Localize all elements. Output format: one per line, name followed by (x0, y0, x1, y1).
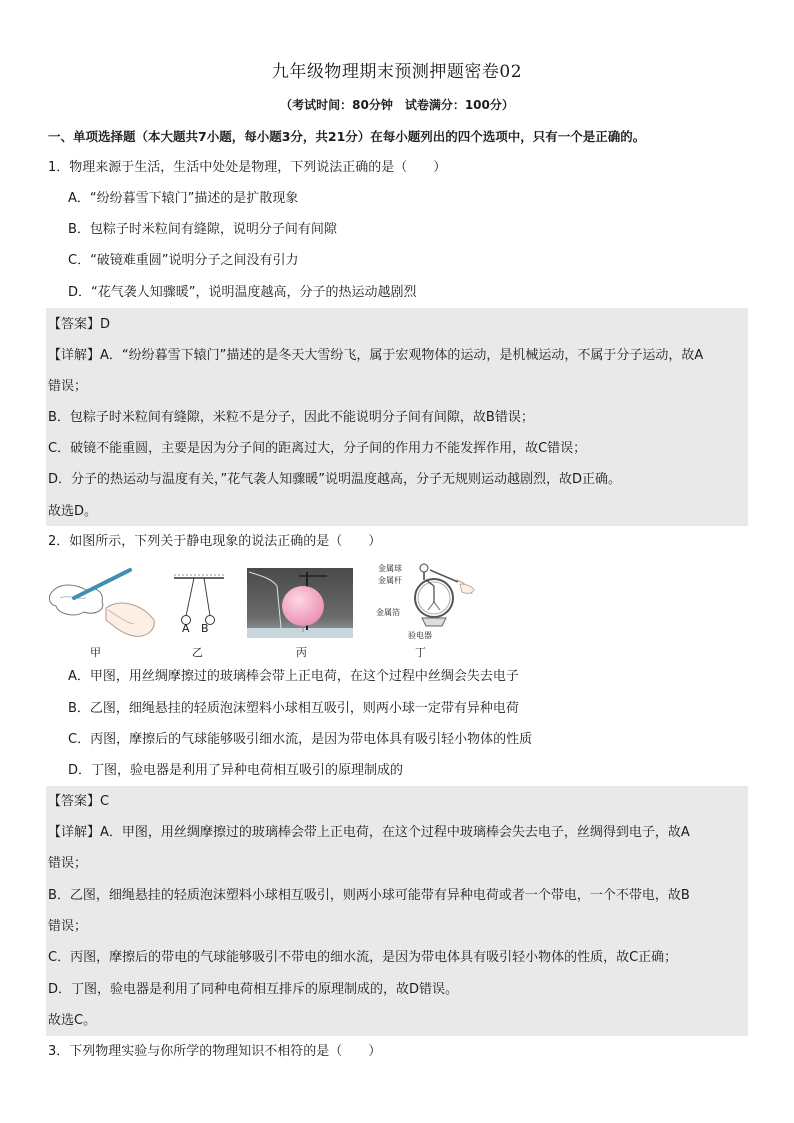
q2-explain-line: 【详解】A．甲图，用丝绸摩擦过的玻璃棒会带上正电荷，在这个过程中玻璃棒会失去电子，丝绸得到电子，故A (48, 825, 690, 840)
question-1-stem: 1．物理来源于生活，生活中处处是物理，下列说法正确的是（ ） (48, 160, 447, 175)
figure-caption-yi: 乙 (192, 646, 203, 659)
q1-explain-line: C．破镜不能重圆，主要是因为分子间的距离过大，分子间的作用力不能发挥作用，故C错误； (48, 441, 587, 456)
q2-option-a: A．甲图，用丝绸摩擦过的玻璃棒会带上正电荷，在这个过程中丝绸会失去电子 (68, 669, 519, 684)
section-heading: 一、单项选择题（本大题共7小题，每小题3分，共21分）在每小题列出的四个选项中，只有一个是正确的。 (48, 129, 646, 144)
q2-option-c: C．丙图，摩擦后的气球能够吸引细水流，是因为带电体具有吸引轻小物体的性质 (68, 732, 533, 747)
q2-explain-line: 故选C。 (48, 1013, 97, 1028)
ball-b-label: B (201, 622, 209, 635)
q1-option-c: C．“破镜难重圆”说明分子之间没有引力 (68, 253, 299, 268)
q1-option-b: B．包粽子时米粒间有缝隙，说明分子间有间隙 (68, 222, 337, 237)
figure-ding-electroscope (396, 562, 476, 634)
q2-explain-line: B．乙图，细绳悬挂的轻质泡沫塑料小球相互吸引，则两小球可能带有异种电荷或者一个带电，一个不带电，故B (48, 888, 690, 903)
figure-jia-rubbing (46, 564, 158, 640)
q2-option-b: B．乙图，细绳悬挂的轻质泡沫塑料小球相互吸引，则两小球一定带有异种电荷 (68, 701, 519, 716)
q1-explain-line: D．分子的热运动与温度有关，”花气袭人知骤暖”说明温度越高，分子无规则运动越剧烈，故D正确。 (48, 472, 621, 487)
q2-option-d: D．丁图，验电器是利用了异种电荷相互吸引的原理制成的 (68, 763, 404, 778)
q1-explain-line: 故选D。 (48, 504, 98, 519)
q2-answer: 【答案】C (48, 794, 110, 809)
page-title: 九年级物理期末预测押题密卷02 (271, 62, 523, 82)
label-metal-rod: 金属杆 (378, 576, 402, 585)
label-metal-ball: 金属球 (378, 564, 402, 573)
figure-bing-balloon-photo (247, 568, 353, 638)
question-2-stem: 2．如图所示，下列关于静电现象的说法正确的是（ ） (48, 534, 382, 549)
q2-explain-line: C．丙图，摩擦后的带电的气球能够吸引不带电的细水流，是因为带电体具有吸引轻小物体的性质，故C正确； (48, 950, 678, 965)
figure-caption-ding: 丁 (415, 646, 426, 659)
q2-explain-line: D．丁图，验电器是利用了同种电荷相互排斥的原理制成的，故D错误。 (48, 982, 459, 997)
q1-explain-line: B．包粽子时米粒间有缝隙，米粒不是分子，因此不能说明分子间有间隙，故B错误； (48, 410, 534, 425)
q1-option-d: D．“花气袭人知骤暖”，说明温度越高，分子的热运动越剧烈 (68, 285, 417, 300)
q2-explain-line: 错误； (48, 919, 88, 934)
q2-explain-line: 错误； (48, 856, 88, 871)
question-3-stem: 3．下列物理实验与你所学的物理知识不相符的是（ ） (48, 1044, 382, 1059)
ball-a-label: A (182, 622, 190, 635)
q1-answer: 【答案】D (48, 317, 111, 332)
figure-caption-jia: 甲 (90, 646, 101, 659)
label-electroscope: 验电器 (408, 631, 432, 640)
exam-info: （考试时间：80分钟 试卷满分：100分） (280, 98, 514, 112)
q1-explain-line: 错误； (48, 379, 88, 394)
figure-caption-bing: 丙 (296, 646, 307, 659)
label-metal-foil: 金属箔 (376, 608, 400, 617)
q1-option-a: A．“纷纷暮雪下辕门”描述的是扩散现象 (68, 191, 299, 206)
q1-explain-line: 【详解】A．“纷纷暮雪下辕门”描述的是冬天大雪纷飞，属于宏观物体的运动，是机械运动，不属于分子运动，故A (48, 348, 704, 363)
figure-yi-hanging-balls (170, 572, 228, 638)
